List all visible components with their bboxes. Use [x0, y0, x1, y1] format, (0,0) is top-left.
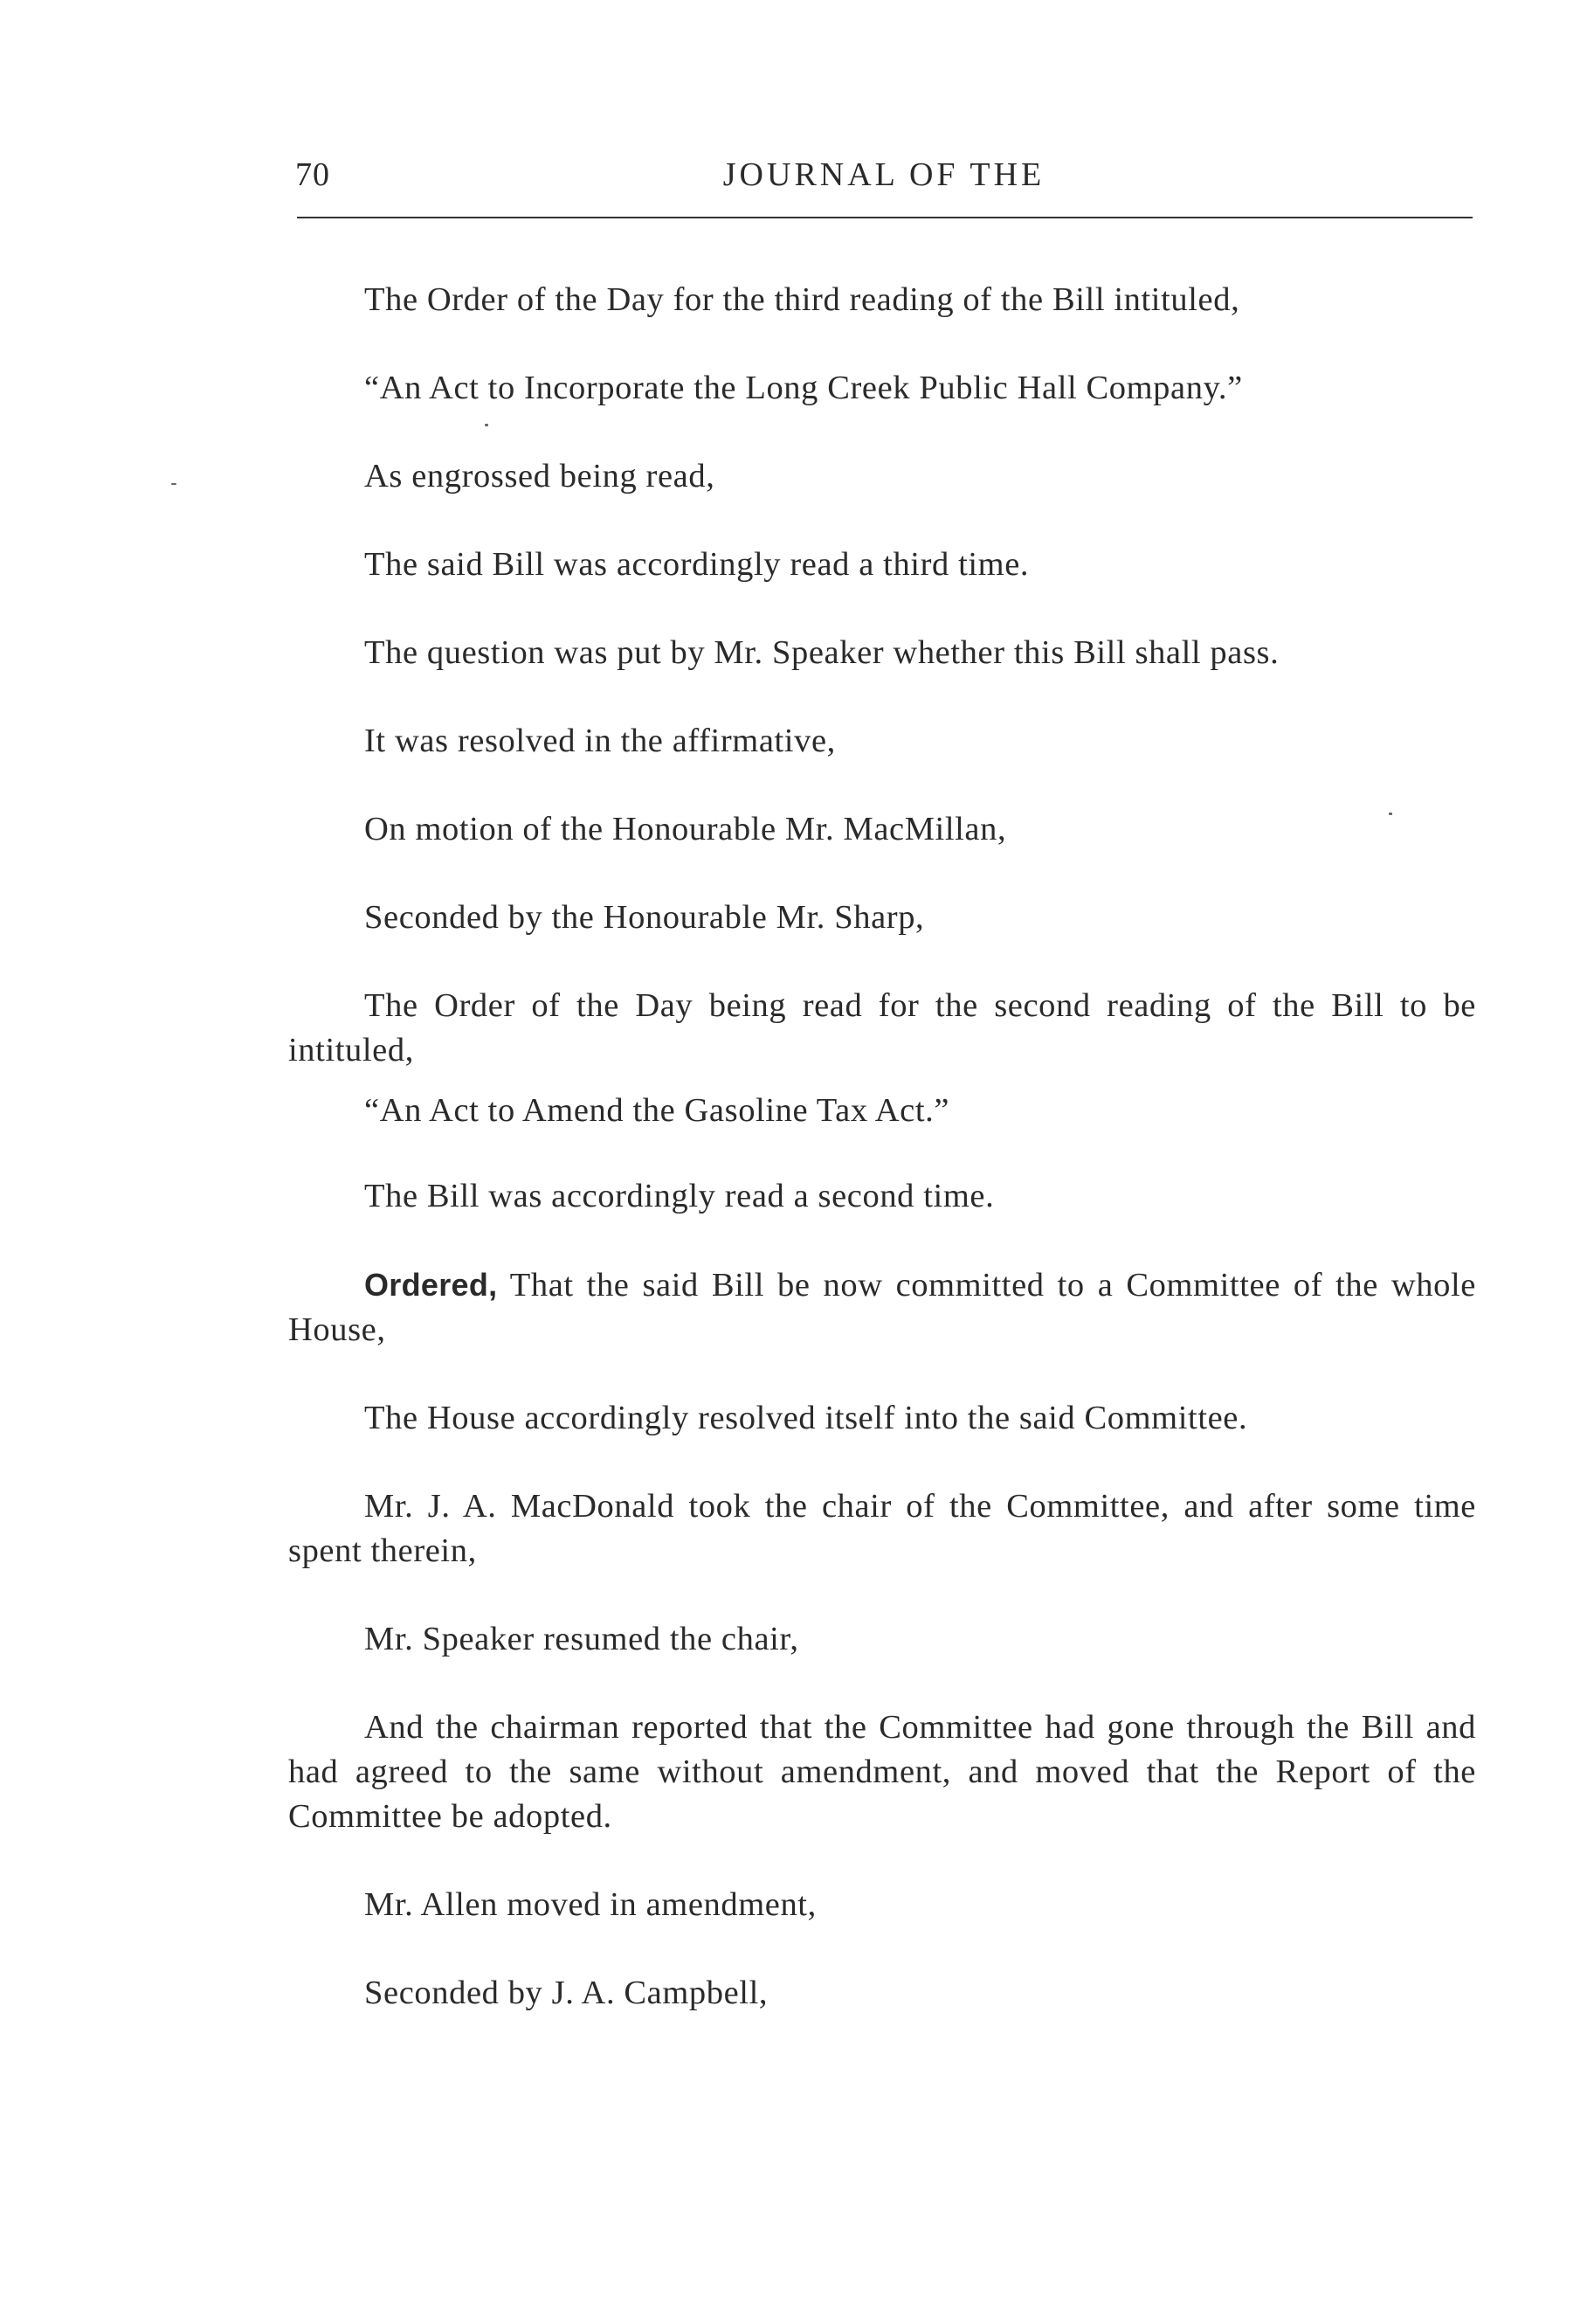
header-rule [297, 217, 1473, 218]
ordered-text: That the said Bill be now committed to a Committee of the whole House, [288, 1267, 1476, 1348]
paragraph-second-reading-order: The Order of the Day being read for the second reading of the Bill to be intituled, [288, 987, 1476, 1069]
page-number: 70 [295, 156, 330, 193]
paragraph-chairman-reported: And the chairman reported that the Committee had gone through the Bill and had agreed to the same without amendment, and moved that the Report of the Committee be adopted. [288, 1709, 1476, 1835]
paragraph-bill-title-gasoline: “An Act to Amend the Gasoline Tax Act.” [364, 1092, 950, 1129]
paragraph-resolved-affirmative: It was resolved in the affirmative, [364, 723, 836, 759]
paragraph-allen-amendment: Mr. Allen moved in amendment, [364, 1886, 817, 1923]
paragraph-macdonald-chair: Mr. J. A. MacDonald took the chair of the Committee, and after some time spent therein, [288, 1488, 1476, 1569]
paragraph-seconded-campbell: Seconded by J. A. Campbell, [364, 1975, 769, 2011]
journal-title: JOURNAL OF THE [722, 156, 1045, 193]
paragraph-engrossed-read: As engrossed being read, [364, 458, 715, 495]
paragraph-speaker-resumed: Mr. Speaker resumed the chair, [364, 1621, 799, 1657]
running-head [295, 156, 1473, 208]
scan-speck [485, 424, 488, 426]
paragraph-seconded-sharp: Seconded by the Honourable Mr. Sharp, [364, 899, 925, 936]
paragraph-question-put: The question was put by Mr. Speaker whether this Bill shall pass. [364, 634, 1280, 671]
paragraph-read-second-time: The Bill was accordingly read a second time. [364, 1178, 995, 1214]
paragraph-third-reading-order: The Order of the Day for the third reading of the Bill intituled, [364, 281, 1240, 318]
paragraph-ordered-committee [288, 1262, 1476, 1352]
scan-speck [1389, 813, 1392, 815]
paragraph-read-third-time: The said Bill was accordingly read a third time. [364, 546, 1030, 583]
paragraph-bill-title-long-creek: “An Act to Incorporate the Long Creek Public Hall Company.” [364, 370, 1243, 406]
paragraph-house-resolved: The House accordingly resolved itself into the said Committee. [364, 1400, 1248, 1436]
journal-body [288, 278, 1476, 2059]
scan-speck [171, 483, 176, 485]
ordered-lead-word: Ordered, [364, 1267, 498, 1303]
paragraph-motion-macmillan: On motion of the Honourable Mr. MacMillan, [364, 811, 1007, 847]
